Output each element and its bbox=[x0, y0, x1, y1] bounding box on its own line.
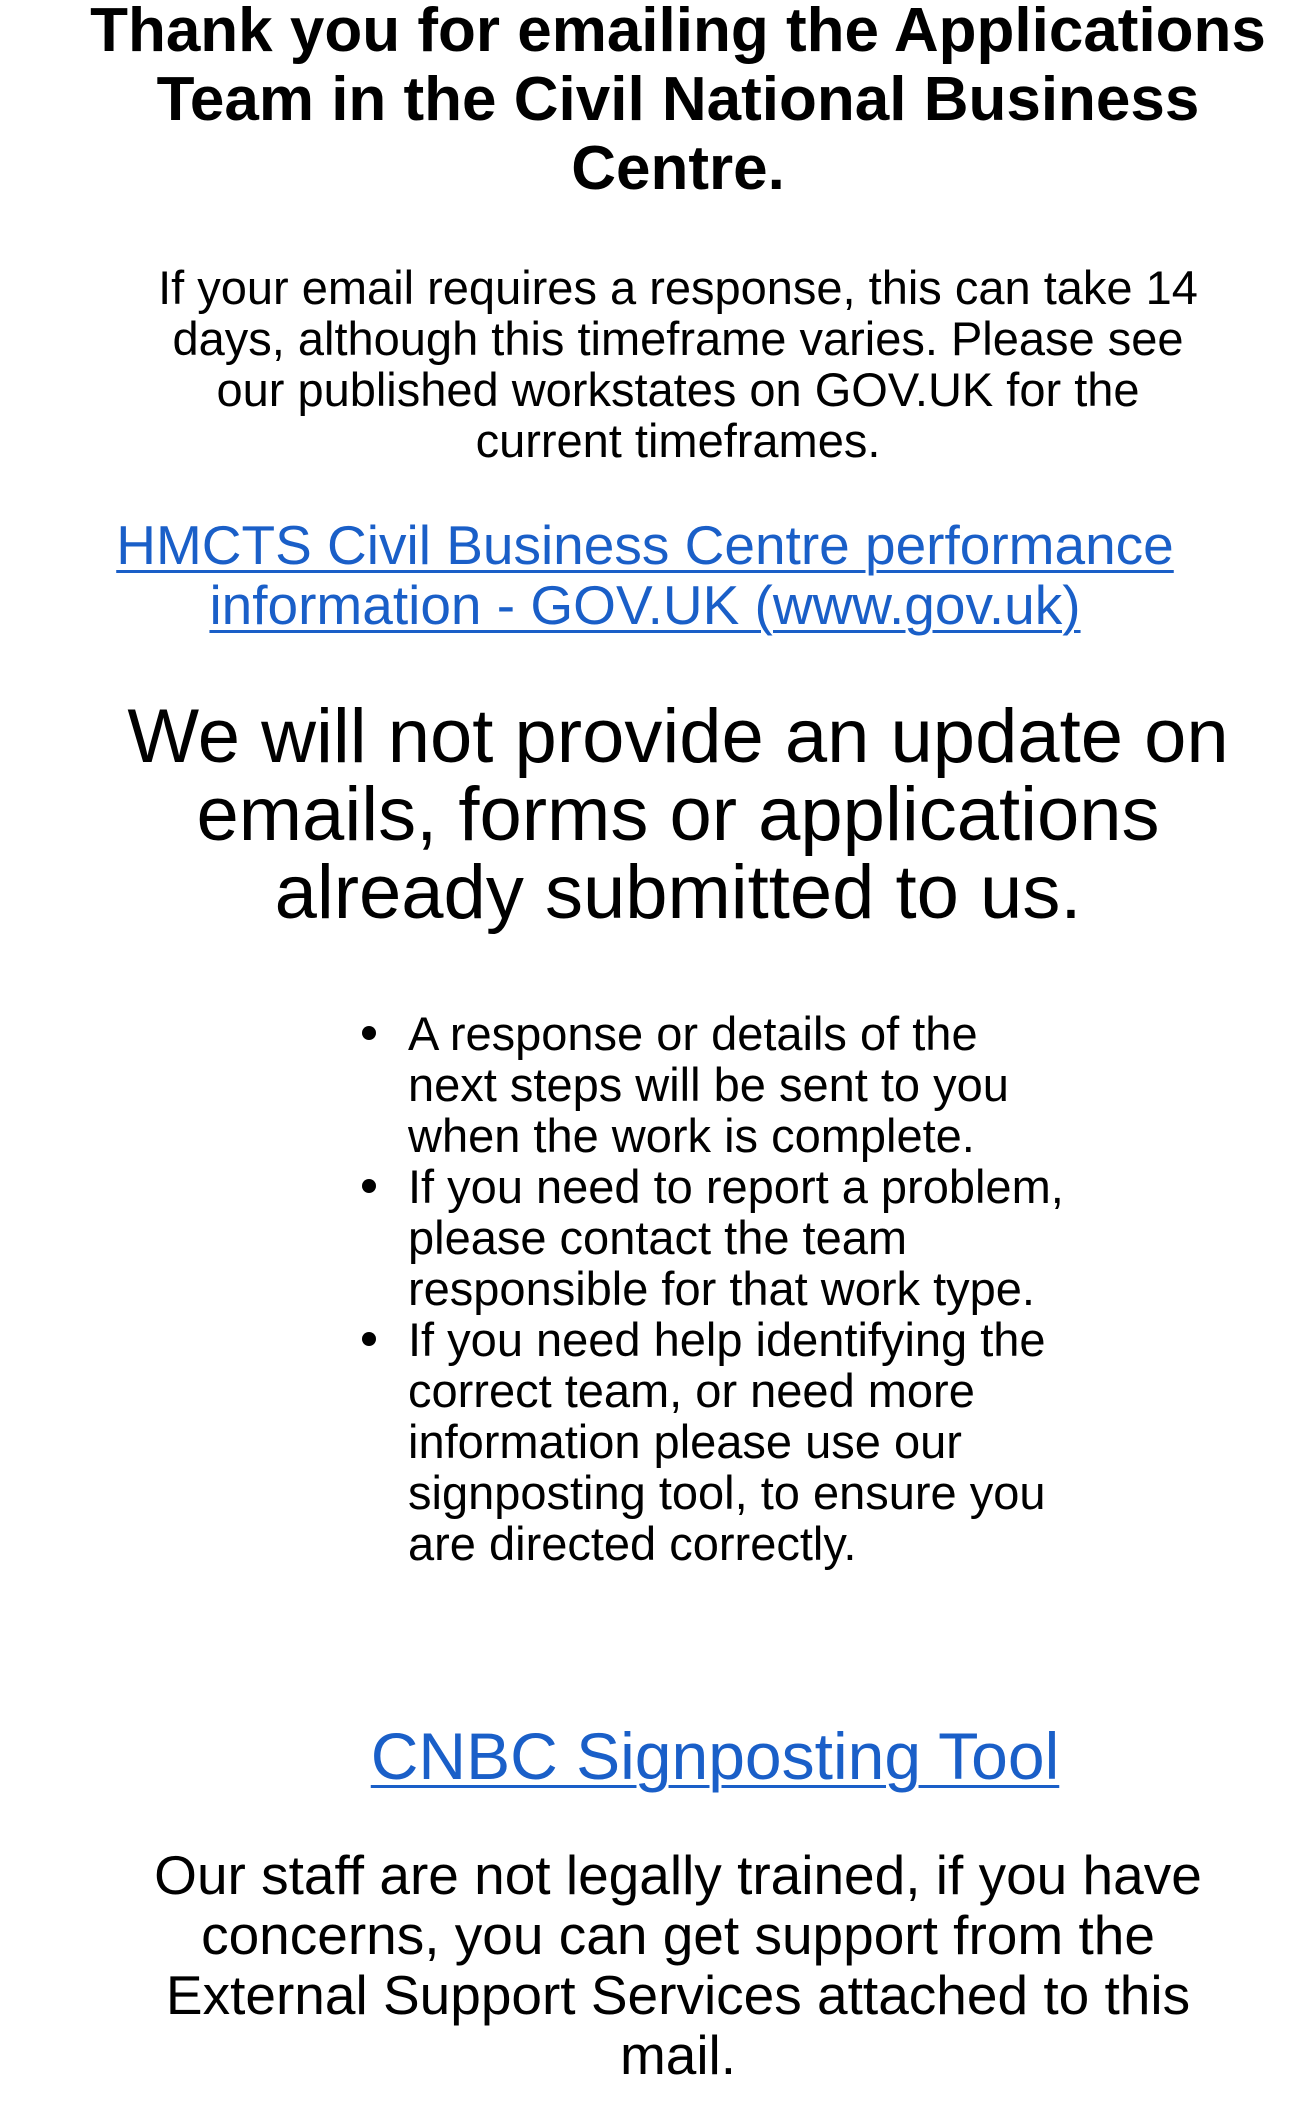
list-item bbox=[350, 1008, 1070, 1161]
performance-info-link[interactable]: HMCTS Civil Business Centre performance information - GOV.UK (www.gov.uk) bbox=[116, 514, 1174, 636]
bullet-icon bbox=[362, 1332, 376, 1346]
response-time-paragraph: If your email requires a response, this can take 14 days, although this timeframe varies. Please see our published workstates on GOV.UK for the current timeframes. bbox=[158, 261, 1198, 467]
next-steps-list bbox=[350, 1008, 1070, 1569]
bullet-icon bbox=[362, 1179, 376, 1193]
list-item bbox=[350, 1161, 1070, 1314]
signposting-tool-link[interactable]: CNBC Signposting Tool bbox=[370, 1719, 1060, 1793]
list-item-text: If you need help identifying the correct team, or need more information please use our signposting tool, to ensure you are directed correctly. bbox=[408, 1313, 1046, 1570]
legal-support-paragraph: Our staff are not legally trained, if you have concerns, you can get support from the External Support Services attached to this mail. bbox=[154, 1844, 1202, 2086]
no-update-notice: We will not provide an update on emails, forms or applications already submitted to us. bbox=[127, 694, 1229, 935]
list-item-text: If you need to report a problem, please contact the team responsible for that work type. bbox=[408, 1160, 1064, 1315]
signposting-link-container bbox=[300, 1720, 1130, 1792]
performance-link-container bbox=[70, 515, 1220, 635]
list-item-text: A response or details of the next steps will be sent to you when the work is complete. bbox=[408, 1007, 1009, 1162]
list-item bbox=[350, 1314, 1070, 1569]
bullet-icon bbox=[362, 1026, 376, 1040]
email-heading: Thank you for emailing the Applications Team in the Civil National Business Centre. bbox=[90, 0, 1266, 203]
